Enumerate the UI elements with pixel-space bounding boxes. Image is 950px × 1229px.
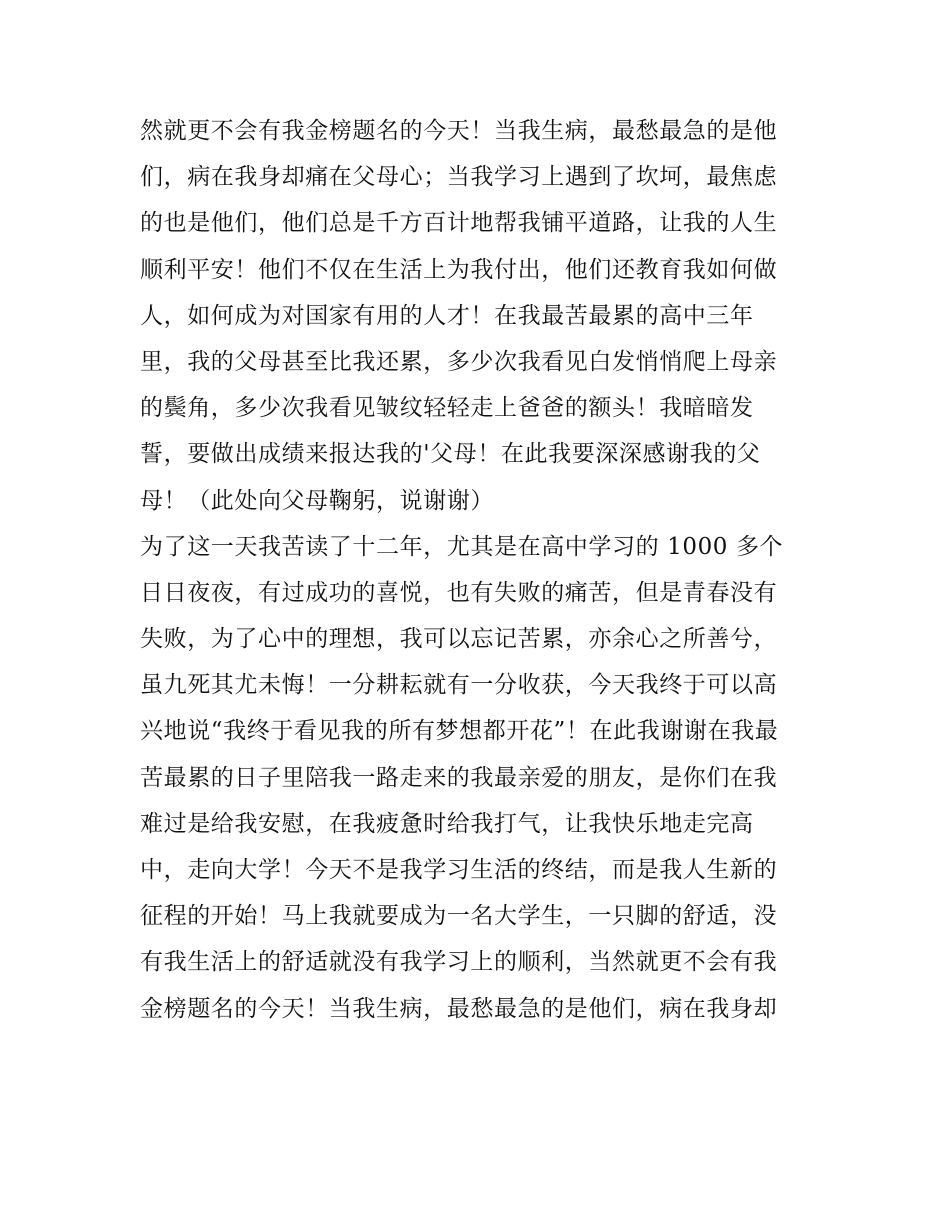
text-line: 的也是他们，他们总是千方百计地帮我铺平道路，让我的人生 [140, 210, 778, 237]
text-line: 兴地说“我终于看见我的所有梦想都开花”！在此我谢谢在我最 [140, 718, 779, 745]
text-line: 金榜题名的今天！当我生病，最愁最急的是他们，病在我身却 [140, 995, 778, 1022]
text-line: 顺利平安！他们不仅在生活上为我付出，他们还教育我如何做 [140, 256, 778, 283]
text-line: 有我生活上的舒适就没有我学习上的顺利，当然就更不会有我 [140, 949, 778, 976]
text-line: 人，如何成为对国家有用的人才！在我最苦最累的高中三年 [140, 302, 754, 329]
text-line: 中，走向大学！今天不是我学习生活的终结，而是我人生新的 [140, 857, 778, 883]
text-line: 征程的开始！马上我就要成为一名大学生，一只脚的舒适，没 [140, 903, 778, 930]
text-line: 难过是给我安慰，在我疲惫时给我打气，让我快乐地走完高 [140, 810, 754, 837]
body-text [140, 108, 820, 1032]
text-line: 苦最累的日子里陪我一路走来的我最亲爱的朋友，是你们在我 [140, 764, 778, 791]
text-line: 失败，为了心中的理想，我可以忘记苦累，亦余心之所善兮， [140, 626, 778, 653]
text-line: 的鬓角，多少次我看见皱纹轻轻走上爸爸的额头！我暗暗发 [140, 395, 754, 422]
text-line: 里，我的父母甚至比我还累，多少次我看见白发悄悄爬上母亲 [140, 348, 778, 375]
text-line: 誓，要做出成绩来报达我的'父母！在此我要深深感谢我的父 [140, 441, 761, 468]
text-line: 为了这一天我苦读了十二年，尤其是在高中学习的 1000 多个 [140, 533, 784, 560]
text-line: 虽九死其尤未悔！一分耕耘就有一分收获，今天我终于可以高 [140, 672, 778, 699]
text-line: 日日夜夜，有过成功的喜悦，也有失败的痛苦，但是青春没有 [140, 579, 778, 606]
text-line: 们，病在我身却痛在父母心；当我学习上遇到了坎坷，最焦虑 [140, 164, 778, 191]
text-line: 母！（此处向父母鞠躬，说谢谢） [140, 487, 494, 514]
text-line: 然就更不会有我金榜题名的今天！当我生病，最愁最急的是他 [140, 118, 778, 144]
